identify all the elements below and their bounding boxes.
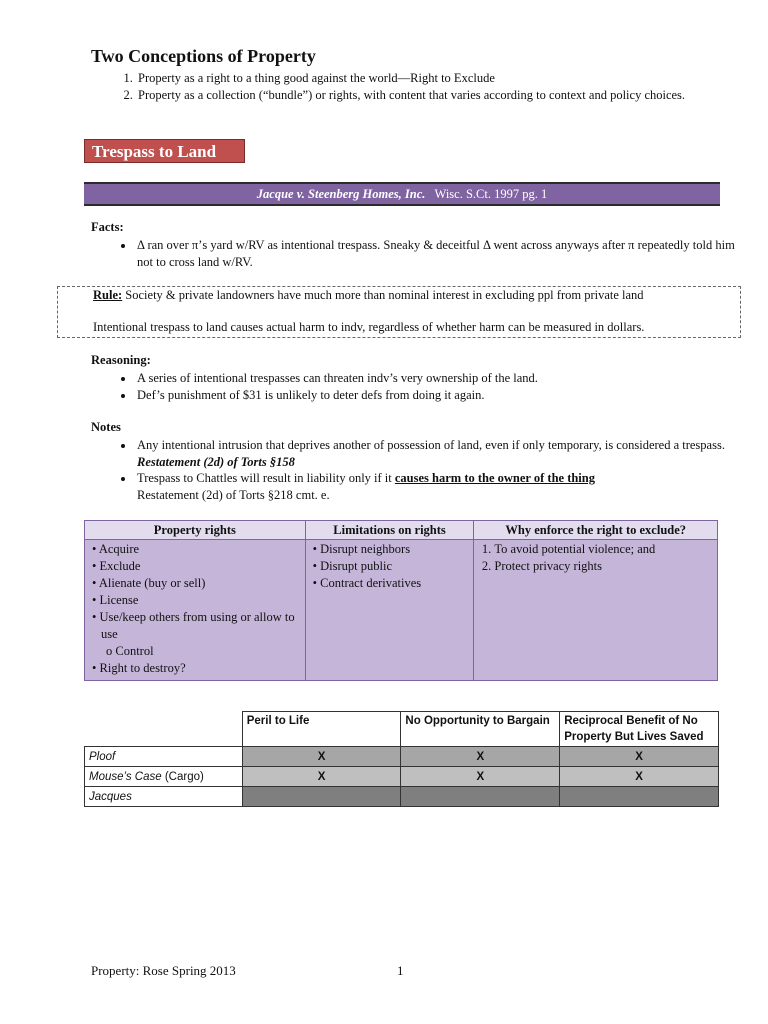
property-rights-table	[84, 520, 718, 681]
rule-text: Society & private landowners have much more than nominal interest in excluding ppl from private land	[122, 288, 644, 302]
column-header: Reciprocal Benefit of No Property But Lives Saved	[560, 712, 719, 747]
rule-text-2: Intentional trespass to land causes actual harm to indv, regardless of whether harm can be measured in dollars.	[93, 320, 645, 334]
list-item: • Disrupt neighbors	[312, 542, 411, 556]
list-item: • Def’s punishment of $31 is unlikely to deter defs from doing it again.	[135, 387, 735, 404]
page-number: 1	[397, 963, 404, 978]
limitations-cell	[305, 540, 474, 681]
table-row	[85, 747, 719, 767]
table-cell: X	[560, 747, 719, 767]
note-citation: Restatement (2d) of Torts §158	[137, 454, 295, 469]
section-label: Trespass to Land	[84, 139, 245, 163]
notes-list	[112, 437, 735, 503]
table-row	[85, 787, 719, 807]
column-header: Limitations on rights	[305, 521, 474, 540]
list-item: • Right to destroy?	[92, 661, 186, 675]
table-cell	[242, 787, 401, 807]
column-header: Why enforce the right to exclude?	[474, 521, 718, 540]
list-item: • Alienate (buy or sell)	[92, 576, 206, 590]
column-header: Property rights	[85, 521, 306, 540]
footer-text: Property: Rose Spring 2013	[91, 963, 236, 978]
list-item: • Δ ran over π’s yard w/RV as intentional trespass. Sneaky & deceitful Δ went across anyways after π repeatedly told him not to cross land w/RV.	[135, 237, 735, 270]
list-item: 1. To avoid potential violence; and	[494, 541, 715, 558]
empty-header-cell	[85, 712, 243, 747]
conceptions-list	[112, 70, 736, 103]
table-cell	[560, 787, 719, 807]
rule-label: Rule:	[93, 288, 123, 302]
list-item: • Contract derivatives	[312, 576, 422, 590]
list-item: 2. Property as a collection (“bundle”) or rights, with content that varies according to context and policy choices.	[136, 87, 736, 104]
facts-heading: Facts:	[91, 220, 124, 234]
note-emphasis: causes harm to the owner of the thing	[394, 471, 595, 485]
list-item	[135, 437, 735, 470]
list-item: • Acquire	[92, 542, 140, 556]
list-item	[135, 470, 735, 503]
necessity-table	[84, 711, 719, 807]
row-label: Ploof	[85, 747, 243, 767]
list-item: • Use/keep others from using or allow to use	[92, 610, 295, 641]
property-rights-cell	[85, 540, 306, 681]
table-cell	[401, 787, 560, 807]
note-text: Any intentional intrusion that deprives another of possession of land, even if only temporary, is considered a trespass.	[137, 438, 725, 452]
table-cell: X	[401, 747, 560, 767]
table-cell: X	[560, 767, 719, 787]
table-cell: X	[401, 767, 560, 787]
case-header	[84, 182, 720, 206]
list-item: • License	[92, 593, 139, 607]
list-item: 1. Property as a right to a thing good against the world—Right to Exclude	[136, 70, 736, 87]
list-item: 2. Protect privacy rights	[494, 558, 715, 575]
rule-statement	[93, 288, 644, 303]
list-item: o Control	[106, 644, 154, 658]
page-title: Two Conceptions of Property	[91, 46, 316, 66]
row-label: Jacques	[85, 787, 243, 807]
case-citation: Wisc. S.Ct. 1997 pg. 1	[434, 187, 548, 201]
notes-heading: Notes	[91, 420, 121, 434]
case-name: Jacque v. Steenberg Homes, Inc.	[256, 187, 426, 201]
table-cell: X	[242, 767, 401, 787]
note-text: Trespass to Chattles will result in liability only if it	[137, 471, 395, 485]
facts-list	[112, 237, 735, 270]
list-item: • Exclude	[92, 559, 141, 573]
reasoning-heading: Reasoning:	[91, 353, 151, 367]
row-label: Mouse’s Case (Cargo)	[85, 767, 243, 787]
table-cell: X	[242, 747, 401, 767]
column-header: Peril to Life	[242, 712, 401, 747]
reasoning-list	[112, 370, 735, 403]
table-row	[85, 767, 719, 787]
list-item: • Disrupt public	[312, 559, 393, 573]
why-enforce-cell	[474, 540, 718, 681]
note-citation: Restatement (2d) of Torts §218 cmt. e.	[137, 487, 330, 502]
list-item: • A series of intentional trespasses can threaten indv’s very ownership of the land.	[135, 370, 735, 387]
column-header: No Opportunity to Bargain	[401, 712, 560, 747]
